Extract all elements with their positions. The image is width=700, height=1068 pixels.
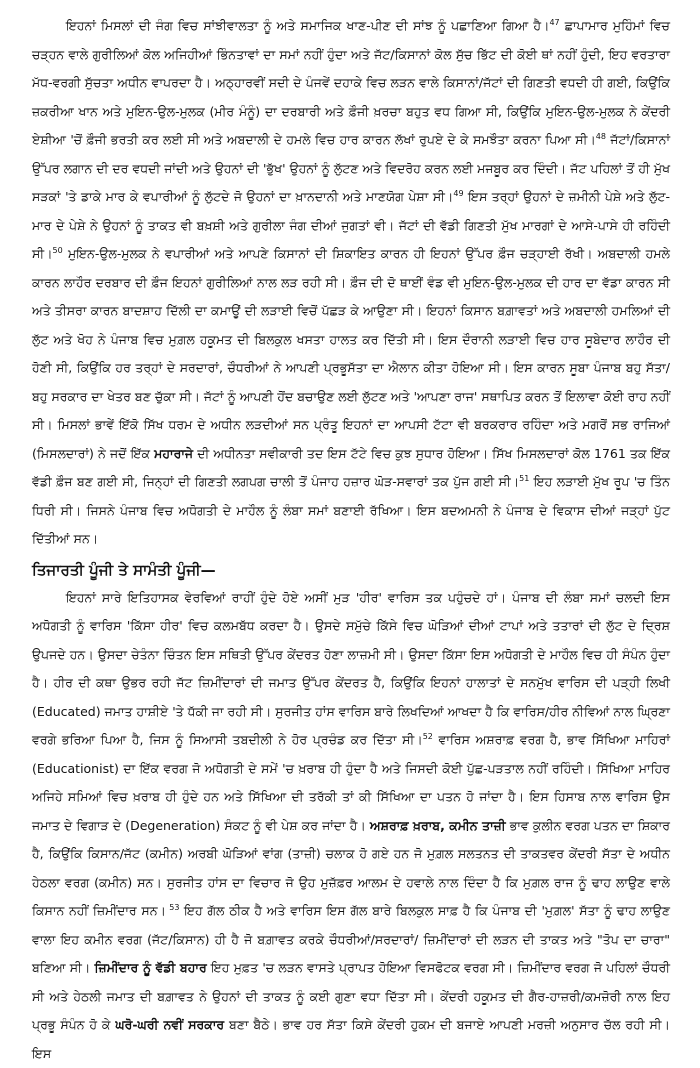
footnote-marker: 50	[53, 246, 63, 255]
footnote-marker: 47	[549, 18, 559, 27]
footnote-marker: 51	[519, 474, 529, 483]
text-run: ਬਣਾ ਬੈਠੇ। ਭਾਵ ਹਰ ਸੱਤਾ ਕਿਸੇ ਕੇਂਦਰੀ ਹੁਕਮ ਦੀ ਬਜਾਏ ਆਪਣੀ ਮਰਜ਼ੀ ਅਨੁਸਾਰ ਚੱਲ ਰਹੀ ਸੀ। ਇਸ	[32, 1017, 670, 1061]
text-run: ਇਸ ਤਰ੍ਹਾਂ ਉਹਨਾਂ ਦੇ ਜ਼ਮੀਨੀ ਪੇਸ਼ੇ ਅਤੇ ਲੁੱਟ-ਮਾਰ ਦੇ ਪੇਸ਼ੇ ਨੇ ਉਹਨਾਂ ਨੂੰ ਤਾਕਤ ਵੀ ਬਖ਼ਸ਼ੀ ਅਤੇ ਗੁਰੀਲਾ ਜੰਗ ਦੀਆਂ ਜੁਗਤਾਂ ਵੀ। ਜੱਟਾਂ ਦੀ ਵੱਡੀ ਗਿਣਤੀ ਮੁੱਖ ਮਾਰਗਾਂ ਦੇ ਆਸੇ-ਪਾਸੇ ਹੀ ਰਹਿੰਦੀ ਸੀ।	[32, 189, 670, 261]
text-run: ਇਹਨਾਂ ਮਿਸਲਾਂ ਦੀ ਜੰਗ ਵਿਚ ਸਾਂਝੀਵਾਲਤਾ ਨੂੰ ਅਤੇ ਸਮਾਜਿਕ ਖਾਣ-ਪੀਣ ਦੀ ਸਾਂਝ ਨੂੰ ਪਛਾਣਿਆ ਗਿਆ ਹੈ।	[66, 18, 549, 33]
section-heading: ਤਿਜਾਰਤੀ ਪੂੰਜੀ ਤੇ ਸਾਮੰਤੀ ਪੂੰਜੀ—	[32, 556, 670, 584]
bold-phrase: ਜ਼ਿਮੀਂਦਾਰ ਨੂੰ ਵੱਡੀ ਬਹਾਰ	[95, 960, 207, 975]
text-run: ਭਾਵ ਕੁਲੀਨ ਵਰਗ ਪਤਨ ਦਾ ਸ਼ਿਕਾਰ ਹੈ, ਕਿਉਂਕਿ ਕਿਸਾਨ/ਜੱਟ (ਕਮੀਨ) ਅਰਬੀ ਘੋੜਿਆਂ ਵਾਂਗ (ਤਾਜ਼ੀ) ਚਲਾਕ ਹੋ ਗਏ ਹਨ ਜੋ ਮੁਗ਼ਲ ਸਲਤਨਤ ਦੀ ਤਾਕਤਵਰ ਕੇਂਦਰੀ ਸੱਤਾ ਦੇ ਅਧੀਨ ਹੇਠਲਾ ਵਰਗ (ਕਮੀਨ) ਸਨ। ਸੁਰਜੀਤ ਹਾਂਸ ਦਾ ਵਿਚਾਰ ਜੋ ਉਹ ਮੁਜ਼ੱਫ਼ਰ ਆਲਮ ਦੇ ਹਵਾਲੇ ਨਾਲ ਦਿੰਦਾ ਹੈ ਕਿ ਮੁਗ਼ਲ ਰਾਜ ਨੂੰ ਢਾਹ ਲਾਉਣ ਵਾਲੇ ਕਿਸਾਨ ਨਹੀਂ ਜ਼ਿਮੀਂਦਾਰ ਸਨ।	[32, 818, 670, 919]
bold-phrase: ਮਹਾਰਾਜੇ	[154, 446, 193, 461]
document-page	[32, 12, 670, 1068]
footnote-marker: 48	[596, 132, 606, 141]
body-paragraph	[32, 584, 670, 1068]
text-run: ਇਹ ਗੱਲ ਠੀਕ ਹੈ ਅਤੇ ਵਾਰਿਸ ਇਸ ਗੱਲ ਬਾਰੇ ਬਿਲਕੁਲ ਸਾਫ਼ ਹੈ ਕਿ ਪੰਜਾਬ ਦੀ 'ਮੁਗ਼ਲ' ਸੱਤਾ ਨੂੰ ਢਾਹ ਲਾਉਣ ਵਾਲਾ ਇਹ ਕਮੀਨ ਵਰਗ (ਜੱਟ/ਕਿਸਾਨ) ਹੀ ਹੈ ਜੋ ਬਗ਼ਾਵਤ ਕਰਕੇ ਚੌਧਰੀਆਂ/ਸਰਦਾਰਾਂ/ ਜ਼ਿਮੀਂਦਾਰਾਂ ਦੀ ਲੜਨ ਦੀ ਤਾਕਤ ਅਤੇ "ਤੋਪ ਦਾ ਚਾਰਾ" ਬਣਿਆ ਸੀ।	[32, 903, 670, 975]
text-run: ਦੀ ਅਧੀਨਤਾ ਸਵੀਕਾਰੀ ਤਦ ਇਸ ਟੱਟੇ ਵਿਚ ਕੁਝ ਸੁਧਾਰ ਹੋਇਆ। ਸਿੱਖ ਮਿਸਲਦਾਰਾਂ ਕੋਲ 1761 ਤਕ ਇੱਕ ਵੱਡੀ ਫ਼ੌਜ ਬਣ ਗਈ ਸੀ, ਜਿਨ੍ਹਾਂ ਦੀ ਗਿਣਤੀ ਲਗਪਗ ਚਾਲੀ ਤੋਂ ਪੰਜਾਹ ਹਜ਼ਾਰ ਘੋੜ-ਸਵਾਰਾਂ ਤਕ ਪੁੱਜ ਗਈ ਸੀ।	[32, 446, 670, 490]
text-run: ਵਾਰਿਸ ਅਸ਼ਰਾਫ਼ ਵਰਗ ਹੈ, ਭਾਵ ਸਿੱਖਿਆ ਮਾਹਿਰਾਂ (Educationist) ਦਾ ਇੱਕ ਵਰਗ ਜੋ ਅਧੋਗਤੀ ਦੇ ਸਮੇਂ 'ਚ ਖ਼ਰਾਬ ਹੀ ਹੁੰਦਾ ਹੈ ਅਤੇ ਜਿਸਦੀ ਕੋਈ ਪੁੱਛ-ਪੜਤਾਲ ਨਹੀਂ ਰਹਿੰਦੀ। ਸਿੱਖਿਆ ਮਾਹਿਰ ਅਜਿਹੇ ਸਮਿਆਂ ਵਿਚ ਖ਼ਰਾਬ ਹੀ ਹੁੰਦੇ ਹਨ ਅਤੇ ਸਿੱਖਿਆ ਦੀ ਤਰੱਕੀ ਤਾਂ ਕੀ ਸਿੱਖਿਆ ਦਾ ਪਤਨ ਹੋ ਜਾਂਦਾ ਹੈ। ਇਸ ਹਿਸਾਬ ਨਾਲ ਵਾਰਿਸ ਉਸ ਜਮਾਤ ਦੇ ਵਿਗਾੜ ਦੇ (Degeneration) ਸੰਕਟ ਨੂੰ ਵੀ ਪੇਸ਼ ਕਰ ਜਾਂਦਾ ਹੈ।	[32, 732, 670, 833]
bold-phrase: ਅਸ਼ਰਾਫ਼ ਖ਼ਰਾਬ, ਕਮੀਨ ਤਾਜ਼ੀ	[370, 818, 506, 833]
text-run: ਮੁਇਨ-ਉਲ-ਮੁਲਕ ਨੇ ਵਪਾਰੀਆਂ ਅਤੇ ਆਪਣੇ ਕਿਸਾਨਾਂ ਦੀ ਸ਼ਿਕਾਇਤ ਕਾਰਨ ਹੀ ਇਹਨਾਂ ਉੱਪਰ ਫ਼ੌਜ ਚੜ੍ਹਾਈ ਰੱਖੀ। ਅਬਦਾਲੀ ਹਮਲੇ ਕਾਰਨ ਲਾਹੌਰ ਦਰਬਾਰ ਦੀ ਫ਼ੌਜ ਇਹਨਾਂ ਗੁਰੀਲਿਆਂ ਨਾਲ ਲੜ ਰਹੀ ਸੀ। ਫ਼ੌਜ ਦੀ ਦੋ ਥਾਈਂ ਵੰਡ ਵੀ ਮੁਇਨ-ਉਲ-ਮੁਲਕ ਦੀ ਹਾਰ ਦਾ ਵੱਡਾ ਕਾਰਨ ਸੀ ਅਤੇ ਤੀਸਰਾ ਕਾਰਨ ਬਾਦਸ਼ਾਹ ਦਿੱਲੀ ਦਾ ਕਮਾਊਂ ਦੀ ਲੜਾਈ ਵਿਚੋਂ ਪੱਛੜ ਕੇ ਆਉਣਾ ਸੀ। ਇਹਨਾਂ ਕਿਸਾਨ ਬਗ਼ਾਵਤਾਂ ਅਤੇ ਅਬਦਾਲੀ ਹਮਲਿਆਂ ਦੀ ਲੁੱਟ ਅਤੇ ਖੋਹ ਨੇ ਪੰਜਾਬ ਵਿਚ ਮੁਗ਼ਲ ਹਕੂਮਤ ਦੀ ਬਿਲਕੁਲ ਖਸਤਾ ਹਾਲਤ ਕਰ ਦਿੱਤੀ ਸੀ। ਇਸ ਦੌਰਾਨੀ ਲੜਾਈ ਵਿਚ ਹਾਰ ਸੂਬੇਦਾਰ ਲਾਹੌਰ ਦੀ ਹੋਣੀ ਸੀ, ਕਿਉਂਕਿ ਹਰ ਤਰ੍ਹਾਂ ਦੇ ਸਰਦਾਰਾਂ, ਚੌਧਰੀਆਂ ਨੇ ਆਪਣੀ ਪ੍ਰਭੂਸੱਤਾ ਦਾ ਐਲਾਨ ਕੀਤਾ ਹੋਇਆ ਸੀ। ਇਸ ਕਾਰਨ ਸੂਬਾ ਪੰਜਾਬ ਬਹੁ ਸੱਤਾ/ਬਹੁ ਸਰਕਾਰ ਦਾ ਖੇਤਰ ਬਣ ਚੁੱਕਾ ਸੀ। ਜੱਟਾਂ ਨੂੰ ਆਪਣੀ ਹੋਂਦ ਬਚਾਉਣ ਲਈ ਲੁੱਟਣ ਅਤੇ 'ਆਪਣਾ ਰਾਜ' ਸਥਾਪਿਤ ਕਰਨ ਤੋਂ ਇਲਾਵਾ ਕੋਈ ਰਾਹ ਨਹੀਂ ਸੀ। ਮਿਸਲਾਂ ਭਾਵੇਂ ਇੱਕੋ ਸਿੱਖ ਧਰਮ ਦੇ ਅਧੀਨ ਲੜਦੀਆਂ ਸਨ ਪ੍ਰੰਤੂ ਇਹਨਾਂ ਦਾ ਆਪਸੀ ਟੱਟਾ ਵੀ ਬਰਕਰਾਰ ਰਹਿੰਦਾ ਅਤੇ ਮਗਰੋਂ ਸਭ ਰਾਜਿਆਂ (ਮਿਸਲਦਾਰਾਂ) ਨੇ ਜਦੋਂ ਇੱਕ	[32, 246, 670, 461]
footnote-marker: 52	[423, 732, 433, 741]
text-run: ਇਹ ਲੜਾਈ ਮੁੱਖ ਰੂਪ 'ਚ ਤਿੰਨ ਧਿਰੀ ਸੀ। ਜਿਸਨੇ ਪੰਜਾਬ ਵਿਚ ਅਧੋਗਤੀ ਦੇ ਮਾਹੌਲ ਨੂੰ ਲੰਬਾ ਸਮਾਂ ਬਣਾਈ ਰੱਖਿਆ। ਇਸ ਬਦਅਮਨੀ ਨੇ ਪੰਜਾਬ ਦੇ ਵਿਕਾਸ ਦੀਆਂ ਜੜ੍ਹਾਂ ਪੁੱਟ ਦਿੱਤੀਆਂ ਸਨ।	[32, 474, 670, 546]
text-run: ਇਹਨਾਂ ਸਾਰੇ ਇਤਿਹਾਸਕ ਵੇਰਵਿਆਂ ਰਾਹੀਂ ਹੁੰਦੇ ਹੋਏ ਅਸੀਂ ਮੁੜ 'ਹੀਰ' ਵਾਰਿਸ ਤਕ ਪਹੁੰਚਦੇ ਹਾਂ। ਪੰਜਾਬ ਦੀ ਲੰਬਾ ਸਮਾਂ ਚਲਦੀ ਇਸ ਅਧੋਗਤੀ ਨੂੰ ਵਾਰਿਸ 'ਕਿੱਸਾ ਹੀਰ' ਵਿਚ ਕਲਮਬੱਧ ਕਰਦਾ ਹੈ। ਉਸਦੇ ਸਮੁੱਚੇ ਕਿੱਸੇ ਵਿਚ ਘੋੜਿਆਂ ਦੀਆਂ ਟਾਪਾਂ ਅਤੇ ਤਤਾਰਾਂ ਦੀ ਲੁੱਟ ਦੇ ਦ੍ਰਿਸ਼ ਉਪਜਦੇ ਹਨ। ਉਸਦਾ ਚੇਤੰਨਾ ਚਿੰਤਨ ਇਸ ਸਥਿਤੀ ਉੱਪਰ ਕੇਂਦਰਤ ਹੋਣਾ ਲਾਜ਼ਮੀ ਸੀ। ਉਸਦਾ ਕਿੱਸਾ ਇਸ ਅਧੋਗਤੀ ਦੇ ਮਾਹੌਲ ਵਿਚ ਹੀ ਸੰਪੰਨ ਹੁੰਦਾ ਹੈ। ਹੀਰ ਦੀ ਕਥਾ ਉਭਰ ਰਹੀ ਜੱਟ ਜ਼ਿਮੀਂਦਾਰਾਂ ਦੀ ਜਮਾਤ ਉੱਪਰ ਕੇਂਦਰਤ ਹੈ, ਕਿਉਂਕਿ ਇਹਨਾਂ ਹਾਲਾਤਾਂ ਦੇ ਸਨਮੁੱਖ ਵਾਰਿਸ ਦੀ ਪੜ੍ਹੀ ਲਿਖੀ (Educated) ਜਮਾਤ ਹਾਸ਼ੀਏ 'ਤੇ ਧੱਕੀ ਜਾ ਰਹੀ ਸੀ। ਸੁਰਜੀਤ ਹਾਂਸ ਵਾਰਿਸ ਬਾਰੇ ਲਿਖਦਿਆਂ ਆਖਦਾ ਹੈ ਕਿ ਵਾਰਿਸ/ਹੀਰ ਨੀਵਿਆਂ ਨਾਲ ਘ੍ਰਿਣਾ ਵਰਗੇ ਭਰਿਆ ਪਿਆ ਹੈ, ਜਿਸ ਨੂੰ ਸਿਆਸੀ ਤਬਦੀਲੀ ਨੇ ਹੋਰ ਪ੍ਰਚੰਡ ਕਰ ਦਿੱਤਾ ਸੀ।	[32, 590, 670, 748]
text-run: ਇਹ ਮੁਫ਼ਤ 'ਚ ਲੜਨ ਵਾਸਤੇ ਪ੍ਰਾਪਤ ਹੋਇਆ ਵਿਸਫੋਟਕ ਵਰਗ ਸੀ। ਜ਼ਿਮੀਂਦਾਰ ਵਰਗ ਜੋ ਪਹਿਲਾਂ ਚੌਧਰੀ ਸੀ ਅਤੇ ਹੇਠਲੀ ਜਮਾਤ ਦੀ ਬਗ਼ਾਵਤ ਨੇ ਉਹਨਾਂ ਦੀ ਤਾਕਤ ਨੂੰ ਕਈ ਗੁਣਾ ਵਧਾ ਦਿੱਤਾ ਸੀ। ਕੇਂਦਰੀ ਹਕੂਮਤ ਦੀ ਗੈਰ-ਹਾਜ਼ਰੀ/ਕਮਜ਼ੋਰੀ ਨਾਲ ਇਹ ਪ੍ਰਭੂ ਸੰਪੰਨ ਹੋ ਕੇ	[32, 960, 670, 1032]
text-run: ਛਾਪਾਮਾਰ ਮੁਹਿੰਮਾਂ ਵਿਚ ਚੜ੍ਹਨ ਵਾਲੇ ਗੁਰੀਲਿਆਂ ਕੋਲ ਅਜਿਹੀਆਂ ਭਿੰਨਤਾਵਾਂ ਦਾ ਸਮਾਂ ਨਹੀਂ ਹੁੰਦਾ ਅਤੇ ਜੱਟ/ਕਿਸਾਨਾਂ ਕੋਲ ਸੁੱਚ ਭਿੱਟ ਦੀ ਕੋਈ ਥਾਂ ਨਹੀਂ ਹੁੰਦੀ, ਇਹ ਵਰਤਾਰਾ ਮੱਧ-ਵਰਗੀ ਸੁੱਚਤਾ ਅਧੀਨ ਵਾਪਰਦਾ ਹੈ। ਅਠ੍ਹਾਰਵੀਂ ਸਦੀ ਦੇ ਪੰਜਵੇਂ ਦਹਾਕੇ ਵਿਚ ਲੜਨ ਵਾਲੇ ਕਿਸਾਨਾਂ/ਜੱਟਾਂ ਦੀ ਗਿਣਤੀ ਵਧਦੀ ਹੀ ਗਈ, ਕਿਉਂਕਿ ਜ਼ਕਰੀਆ ਖਾਨ ਅਤੇ ਮੁਇਨ-ਉਲ-ਮੁਲਕ (ਮੀਰ ਮੰਨੂੰ) ਦਾ ਦਰਬਾਰੀ ਅਤੇ ਫ਼ੌਜੀ ਖ਼ਰਚਾ ਬਹੁਤ ਵਧ ਗਿਆ ਸੀ, ਕਿਉਂਕਿ ਮੁਇਨ-ਉਲ-ਮੁਲਕ ਨੇ ਕੇਂਦਰੀ ਏਸ਼ੀਆ 'ਚੋਂ ਫ਼ੌਜੀ ਭਰਤੀ ਕਰ ਲਈ ਸੀ ਅਤੇ ਅਬਦਾਲੀ ਦੇ ਹਮਲੇ ਵਿਚ ਹਾਰ ਕਾਰਨ ਲੱਖਾਂ ਰੁਪਏ ਦੇ ਕੇ ਸਮਝੌਤਾ ਕਰਨਾ ਪਿਆ ਸੀ।	[32, 18, 670, 147]
body-paragraph	[32, 12, 670, 554]
footnote-marker: 53	[166, 903, 179, 912]
footnote-marker: 49	[453, 189, 463, 198]
text-run: ਜੱਟਾਂ/ਕਿਸਾਨਾਂ ਉੱਪਰ ਲਗਾਨ ਦੀ ਦਰ ਵਧਦੀ ਜਾਂਦੀ ਅਤੇ ਉਹਨਾਂ ਦੀ 'ਭੁੱਖ' ਉਹਨਾਂ ਨੂੰ ਲੁੱਟਣ ਅਤੇ ਵਿਦਰੋਹ ਕਰਨ ਲਈ ਮਜਬੂਰ ਕਰ ਦਿੰਦੀ। ਜੱਟ ਪਹਿਲਾਂ ਤੋਂ ਹੀ ਮੁੱਖ ਸੜਕਾਂ 'ਤੇ ਡਾਕੇ ਮਾਰ ਕੇ ਵਪਾਰੀਆਂ ਨੂੰ ਲੁੱਟਦੇ ਜੋ ਉਹਨਾਂ ਦਾ ਖ਼ਾਨਦਾਨੀ ਅਤੇ ਮਾਣਯੋਗ ਪੇਸ਼ਾ ਸੀ।	[32, 132, 670, 204]
bold-phrase: ਘਰੋ-ਘਰੀ ਨਵੀਂ ਸਰਕਾਰ	[115, 1017, 224, 1032]
